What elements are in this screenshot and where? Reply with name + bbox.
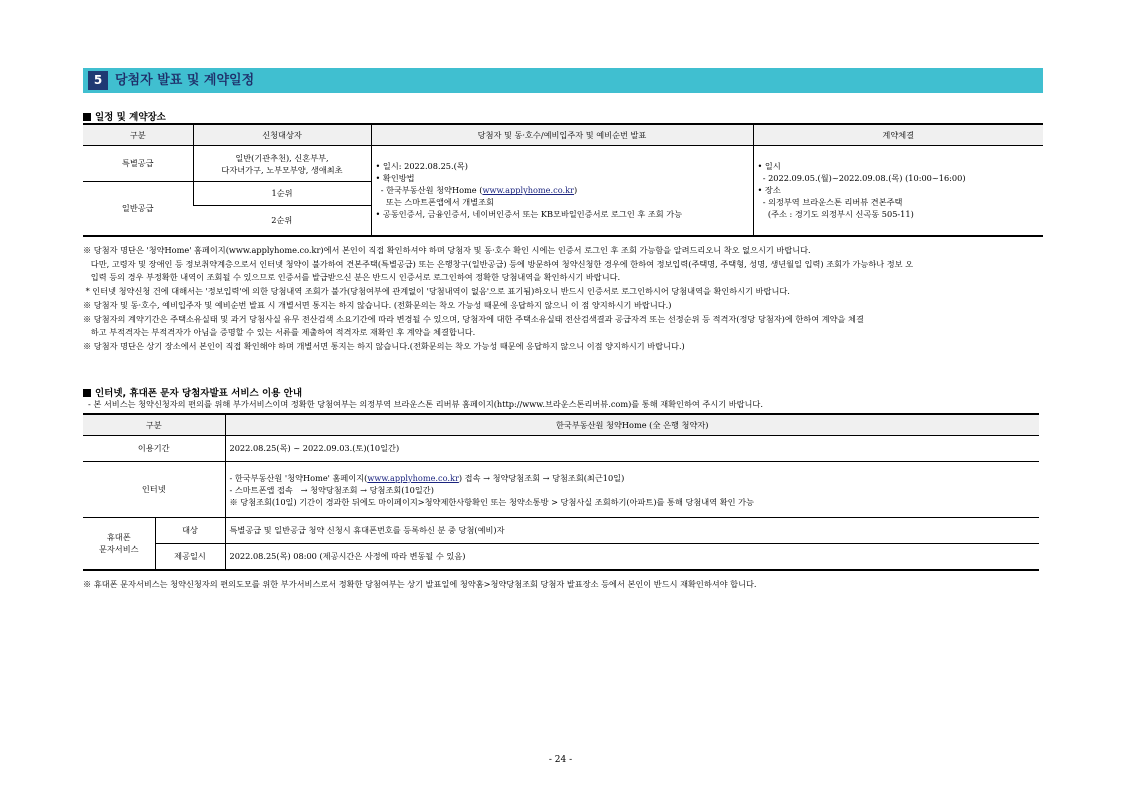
schedule-notes (83, 244, 1045, 354)
table-row (83, 518, 1039, 544)
rank-2: 2순위 (193, 206, 371, 236)
rank-1: 1순위 (193, 182, 371, 206)
header-cell: 구분 (83, 414, 225, 436)
footnote: ※ 휴대폰 문자서비스는 청약신청자의 편의도모를 위한 부가서비스로서 정확한 당첨여부는 상기 발표일에 청약홈>청약당첨조회 당첨자 발표장소 등에서 본인이 반드시 재확인하셔야 합니다. (83, 579, 757, 589)
note-line: ※ 당첨자 명단은 상기 장소에서 본인이 직접 확인해야 하며 개별서면 통지는 하지 않습니다.(전화문의는 착오 가능성 때문에 응답하지 않으니 이점 양지하시기 바랍니다.) (83, 340, 685, 351)
applyhome-link[interactable]: www.applyhome.co.kr (482, 185, 574, 196)
note-line: ※ 당첨자 및 동·호수, 예비입주자 및 예비순번 발표 시 개별서면 통지는 하지 않습니다. (전화문의는 착오 가능성 때문에 응답하지 않으니 이 점 양지하시기 바랍니다.) (83, 299, 672, 310)
page-number: - 24 - (548, 755, 573, 765)
schedule-table (83, 123, 1043, 237)
sms-label: 휴대폰 문자서비스 (83, 518, 155, 570)
header-cell: 구분 (83, 124, 193, 146)
service-intro: - 본 서비스는 청약신청자의 편의를 위해 부가서비스이며 정확한 당첨여부는 의정부역 브라운스톤 리버뷰 홈페이지(http://www.브라운스톤리버뷰.com)를 통해 재확인하여 주시기 바랍니다. (88, 399, 763, 409)
announcement-cell: • 일시: 2022.08.25.(목) • 확인방법 - 한국부동산원 청약Home (www.applyhome.co.kr) 또는 스마트폰앱에서 개별조회 • 공동인증서, 금융인증서, 네이버인증서 또는 KB모바일인증서로 로그인 후 조회 가능 (371, 146, 753, 236)
table-header-row (83, 414, 1039, 436)
target-value: 특별공급 및 일반공급 청약 신청시 휴대폰번호를 등록하신 분 중 당첨(예비)자 (225, 518, 1039, 544)
table-row (83, 436, 1039, 462)
square-bullet-icon (83, 113, 91, 121)
header-cell: 신청대상자 (193, 124, 371, 146)
square-bullet-icon (83, 389, 91, 397)
table-row (83, 146, 1043, 182)
special-supply-label: 특별공급 (83, 146, 193, 182)
period-value: 2022.08.25(목) ~ 2022.09.03.(토)(10일간) (225, 436, 1039, 462)
section-title: 당첨자 발표 및 계약일정 (115, 73, 255, 88)
note-line: 하고 부적격자는 부적격자가 아님을 증명할 수 있는 서류를 제출하여 적격자로 재확인 후 계약을 체결합니다. (83, 327, 476, 338)
target-label: 대상 (155, 518, 225, 544)
table-row (83, 544, 1039, 570)
header-cell: 당첨자 및 동·호수/예비입주자 및 예비순번 발표 (371, 124, 753, 146)
header-cell: 한국부동산원 청약Home (全 은행 청약자) (225, 414, 1039, 436)
note-line: 다만, 고령자 및 장애인 등 정보취약계층으로서 인터넷 청약이 불가하여 견본주택(특별공급) 또는 은행창구(일반공급) 등에 방문하여 청약신청한 경우에 한하여 정보입력(주택명, 주택형, 성명, 생년월일 입력) 조회가 가능하나 정보 오 (83, 258, 914, 269)
note-line: ※ 당첨자 명단은 '청약Home' 홈페이지(www.applyhome.co.kr)에서 본인이 직접 확인하셔야 하며 당첨자 및 동·호수 확인 시에는 인증서 로그인 후 조회 가능함을 알려드리오니 착오 없으시기 바랍니다. (83, 245, 811, 255)
general-supply-label: 일반공급 (83, 182, 193, 236)
header-cell: 계약체결 (753, 124, 1043, 146)
special-supply-target: 일반(기관추천), 신혼부부, 다자녀가구, 노부모부양, 생애최초 (193, 146, 371, 182)
note-line: 입력 등의 경우 부정확한 내역이 조회될 수 있으므로 인증서를 발급받으신 분은 반드시 인증서로 로그인하여 정확한 당첨내역을 확인하시기 바랍니다. (83, 272, 621, 283)
note-line: * 인터넷 청약신청 건에 대해서는 '정보입력'에 의한 당첨내역 조회가 불가(당첨여부에 관계없이 '당첨내역이 없음'으로 표기됨)하오니 반드시 인증서로 로그인하시어 당첨내역을 확인하시기 바랍니다. (83, 286, 790, 297)
period-label: 이용기간 (83, 436, 225, 462)
contract-cell: • 일시 - 2022.09.05.(월)~2022.09.08.(목) (10:00~16:00) • 장소 - 의정부역 브라운스톤 리버뷰 견본주택 (주소 : 경기도 의정부시 신곡동 505-11) (753, 146, 1043, 236)
provide-value: 2022.08.25(목) 08:00 (제공시간은 사정에 따라 변동될 수 있음) (225, 544, 1039, 570)
applyhome-link[interactable]: www.applyhome.co.kr (367, 472, 459, 483)
schedule-heading: 일정 및 계약장소 (83, 109, 166, 123)
service-table (83, 413, 1039, 571)
service-heading: 인터넷, 휴대폰 문자 당첨자발표 서비스 이용 안내 (83, 385, 302, 399)
table-row (83, 462, 1039, 518)
section-banner (83, 68, 1043, 93)
note-line: ※ 당첨자의 계약기간은 주택소유실태 및 과거 당첨사실 유무 전산검색 소요기간에 따라 변경될 수 있으며, 당첨자에 대한 주택소유실태 전산검색결과 공급자격 또는 선정순위 등 적격자(정당 당첨자)에 한하여 계약을 체결 (83, 313, 864, 324)
internet-value: - 한국부동산원 '청약Home' 홈페이지(www.applyhome.co.kr) 접속 → 청약당첨조회 → 당첨조회(최근10일) - 스마트폰앱 접속 → 청약당첨조회 → 당첨조회(10일간) ※ 당첨조회(10일) 기간이 경과한 뒤에도 마이페이지>청약제한사항확인 또는 청약소통방 > 당첨사실 조회하기(아파트)를 통해 당첨내역 확인 가능 (225, 462, 1039, 518)
provide-label: 제공일시 (155, 544, 225, 570)
table-header-row (83, 124, 1043, 146)
section-number: 5 (88, 71, 108, 90)
internet-label: 인터넷 (83, 462, 225, 518)
